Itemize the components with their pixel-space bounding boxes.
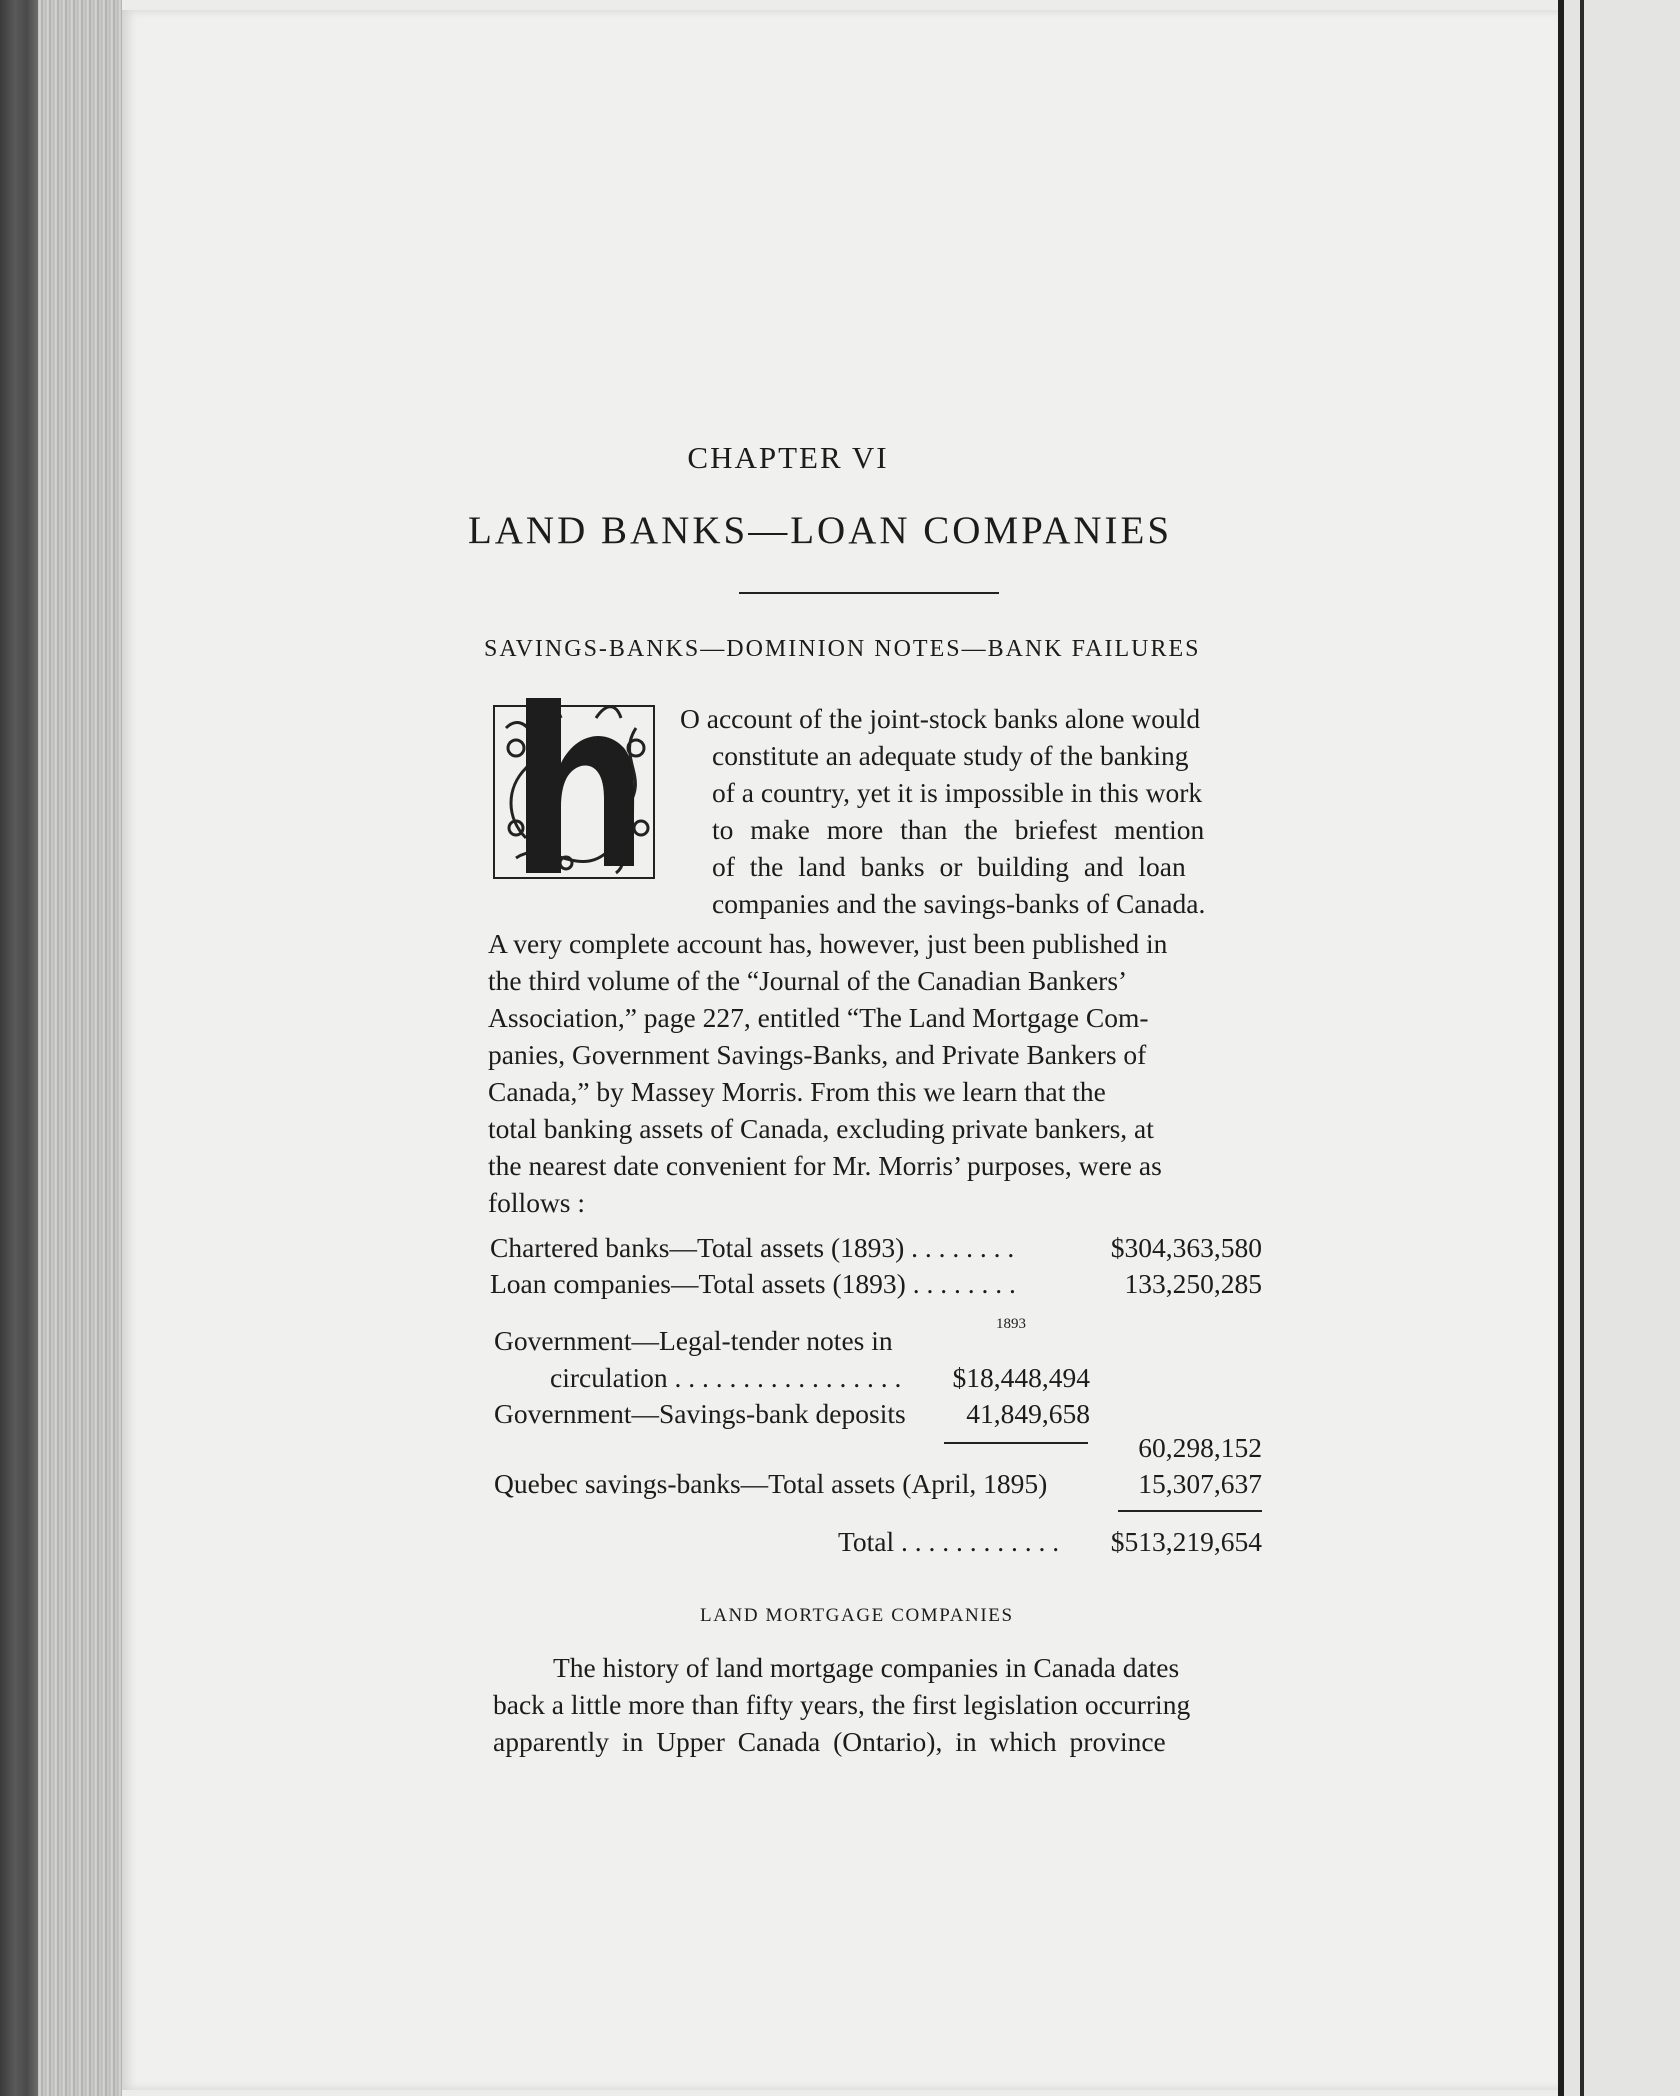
section-line-2: back a little more than fifty years, the first legislation occurring — [493, 1689, 1191, 1720]
body-line-1: A very complete account has, however, just been published in — [488, 928, 1168, 959]
intro-line-3: of a country, yet it is impossible in this work — [712, 777, 1203, 808]
loan-companies-value: 133,250,285 — [1124, 1268, 1262, 1299]
chapter-subheading: SAVINGS-BANKS—DOMINION NOTES—BANK FAILURES — [484, 636, 1201, 662]
body-line-7: the nearest date convenient for Mr. Morris’ purposes, were as — [488, 1150, 1162, 1181]
page-border-line — [1558, 0, 1564, 2096]
decorative-drop-cap — [486, 688, 666, 888]
section-line-3: apparently in Upper Canada (Ontario), in which province — [493, 1726, 1166, 1757]
section-heading: LAND MORTGAGE COMPANIES — [700, 1605, 1014, 1626]
page-edges — [38, 0, 122, 2096]
book-spine-edge — [0, 0, 38, 2096]
savings-deposits-label: Government—Savings-bank deposits — [494, 1398, 906, 1429]
body-line-4: panies, Government Savings-Banks, and Private Bankers of — [488, 1039, 1147, 1070]
total-value: $513,219,654 — [1110, 1526, 1262, 1557]
intro-line-4: to make more than the briefest mention — [712, 814, 1205, 845]
loan-companies-label: Loan companies—Total assets (1893) . . . . . . . . — [490, 1268, 1016, 1299]
chartered-banks-value: $304,363,580 — [1110, 1232, 1262, 1263]
quebec-savings-label: Quebec savings-banks—Total assets (April, 1895) — [494, 1468, 1048, 1499]
body-line-3: Association,” page 227, entitled “The Land Mortgage Com- — [488, 1002, 1149, 1033]
legal-tender-value: $18,448,494 — [952, 1362, 1090, 1393]
savings-deposits-value: 41,849,658 — [966, 1398, 1090, 1429]
intro-line-2: constitute an adequate study of the banking — [712, 740, 1189, 771]
quebec-savings-value: 15,307,637 — [1138, 1468, 1262, 1499]
year-note: 1893 — [996, 1316, 1026, 1332]
title-rule — [739, 592, 999, 594]
total-label: Total . . . . . . . . . . . . — [838, 1526, 1060, 1557]
chapter-title: LAND BANKS—LOAN COMPANIES — [467, 509, 1173, 552]
total-rule — [1118, 1510, 1262, 1512]
intro-line-6: companies and the savings-banks of Canada. — [712, 888, 1206, 919]
facing-page-border-line — [1580, 0, 1584, 2096]
body-line-5: Canada,” by Massey Morris. From this we learn that the — [488, 1076, 1106, 1107]
intro-line-5: of the land banks or building and loan — [712, 851, 1186, 882]
chartered-banks-label: Chartered banks—Total assets (1893) . . . . . . . . — [490, 1232, 1015, 1263]
body-line-6: total banking assets of Canada, excluding private bankers, at — [488, 1113, 1154, 1144]
government-subtotal-value: 60,298,152 — [1138, 1432, 1262, 1463]
legal-tender-label: Government—Legal-tender notes in — [494, 1325, 893, 1356]
intro-line-1: O account of the joint-stock banks alone would — [680, 703, 1201, 734]
circulation-label: circulation . . . . . . . . . . . . . . . . . — [550, 1362, 902, 1393]
body-line-8: follows : — [488, 1187, 586, 1218]
section-line-1: The history of land mortgage companies in Canada dates — [553, 1652, 1180, 1683]
chapter-number: CHAPTER VI — [687, 440, 889, 475]
body-line-2: the third volume of the “Journal of the Canadian Bankers’ — [488, 965, 1128, 996]
